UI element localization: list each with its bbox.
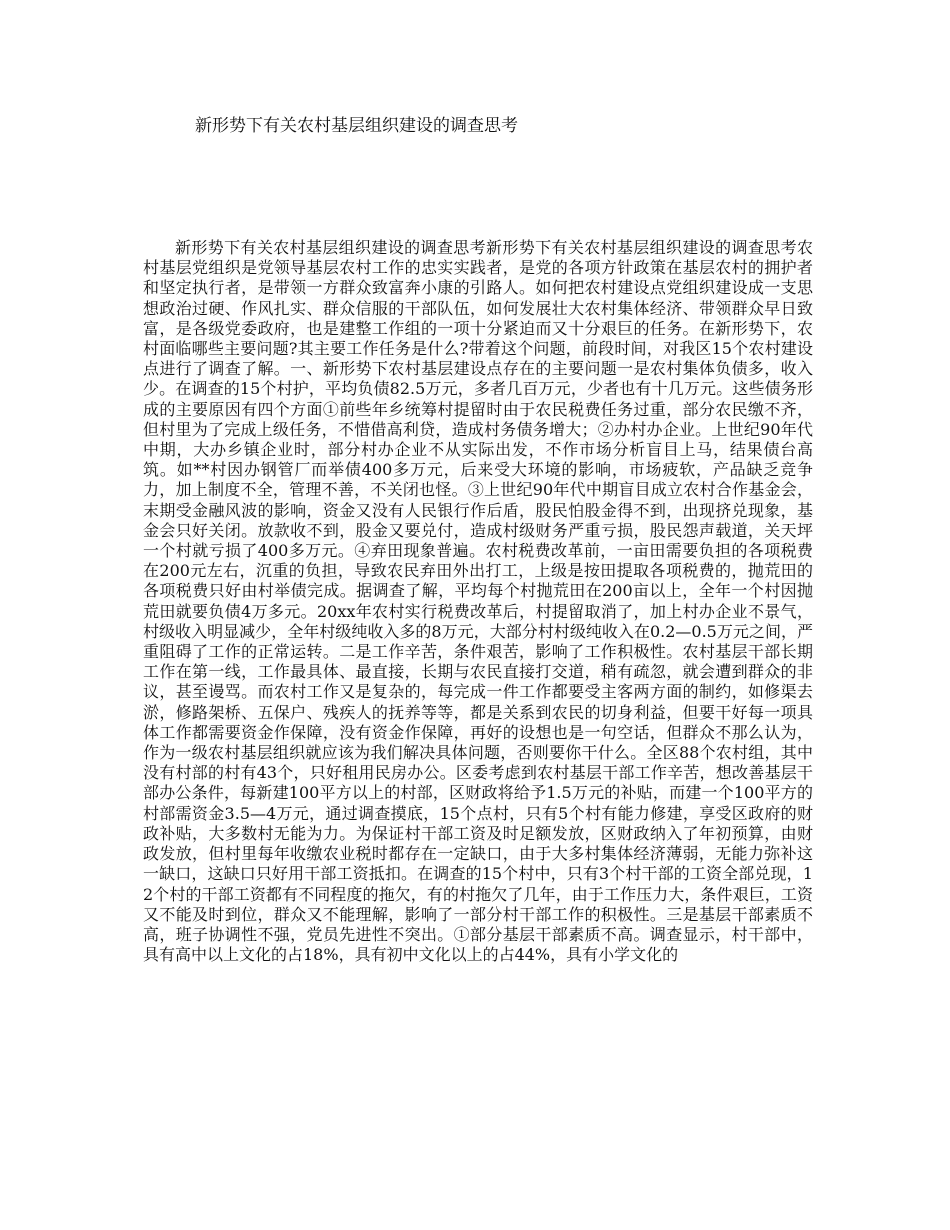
- document-title: 新形势下有关农村基层组织建设的调查思考: [195, 116, 518, 136]
- document-body: 新形势下有关农村基层组织建设的调查思考新形势下有关农村基层组织建设的调查思考农村基层党组织是党领导基层农村工作的忠实实践者，是党的各项方针政策在基层农村的拥护者和坚定执行者，是带领一方群众致富奔小康的引路人。如何把农村建设点党组织建设成一支思想政治过硬、作风扎实、群众信服的干部队伍，如何发展壮大农村集体经济、带领群众早日致富，是各级党委政府，也是建整工作组的一项十分紧迫而又十分艰巨的任务。在新形势下，农村面临哪些主要问题?其主要工作任务是什么?带着这个问题，前段时间，对我区15个农村建设点进行了调查了解。一、新形势下农村基层建设点存在的主要问题一是农村集体负债多，收入少。在调查的15个村护，平均负债82.5万元，多者几百万元，少者也有十几万元。这些债务形成的主要原因有四个方面①前些年乡统筹村提留时由于农民税费任务过重，部分农民缴不齐，但村里为了完成上级任务，不惜借高利贷，造成村务债务增大；②办村办企业。上世纪90年代中期，大办乡镇企业时，部分村办企业不从实际出发，不作市场分析盲目上马，结果债台高筑。如**村因办钢管厂而举债400多万元，后来受大环境的影响，市场疲软，产品缺乏竞争力，加上制度不全，管理不善，不关闭也怪。③上世纪90年代中期盲目成立农村合作基金会，末期受金融风波的影响，资金又没有人民银行作后盾，股民怕股金得不到，出现挤兑现象，基金会只好关闭。放款收不到，股金又要兑付，造成村级财务严重亏损，股民怨声载道，关天坪一个村就亏损了400多万元。④弃田现象普遍。农村税费改革前，一亩田需要负担的各项税费在200元左右，沉重的负担，导致农民弃田外出打工，上级是按田提取各项税费的，抛荒田的各项税费只好由村举债完成。据调查了解，平均每个村抛荒田在200亩以上，全年一个村因抛荒田就要负债4万多元。20xx年农村实行税费改革后，村提留取消了，加上村办企业不景气，村级收入明显减少，全年村级纯收入多的8万元，大部分村村级纯收入在0.2—0.5万元之间，严重阻碍了工作的正常运转。二是工作辛苦，条件艰苦，影响了工作积极性。农村基层干部长期工作在第一线，工作最具体、最直接，长期与农民直接打交道，稍有疏忽，就会遭到群众的非议，甚至谩骂。而农村工作又是复杂的，每完成一件工作都要受主客两方面的制约，如修渠去淤，修路架桥、五保户、残疾人的抚养等等，都是关系到农民的切身利益，但要干好每一项具体工作都需要资金作保障，没有资金作保障，再好的设想也是一句空话，但群众不那么认为，作为一级农村基层组织就应该为我们解决具体问题，否则要你干什么。全区88个农村组，其中没有村部的村有43个，只好租用民房办公。区委考虑到农村基层干部工作辛苦，想改善基层干部办公条件，每新建100平方以上的村部，区财政将给予1.5万元的补贴，而建一个100平方的村部需资金3.5—4万元，通过调查摸底，15个点村，只有5个村有能力修建，享受区政府的财政补贴，大多数村无能为力。为保证村干部工资及时足额发放，区财政纳入了年初预算，由财政发放，但村里每年收缴农业税时都存在一定缺口，由于大多村集体经济薄弱，无能力弥补这一缺口，这缺口只好用干部工资抵扣。在调查的15个村中，只有3个村干部的工资全部兑现，12个村的干部工资都有不同程度的拖欠，有的村拖欠了几年，由于工作压力大，条件艰巨，工资又不能及时到位，群众又不能理解，影响了一部分村干部工作的积极性。三是基层干部素质不高，班子协调性不强，党员先进性不突出。①部分基层干部素质不高。调查显示，村干部中，具有高中以上文化的占18%，具有初中文化以上的占44%，具有小学文化的: [143, 238, 813, 965]
